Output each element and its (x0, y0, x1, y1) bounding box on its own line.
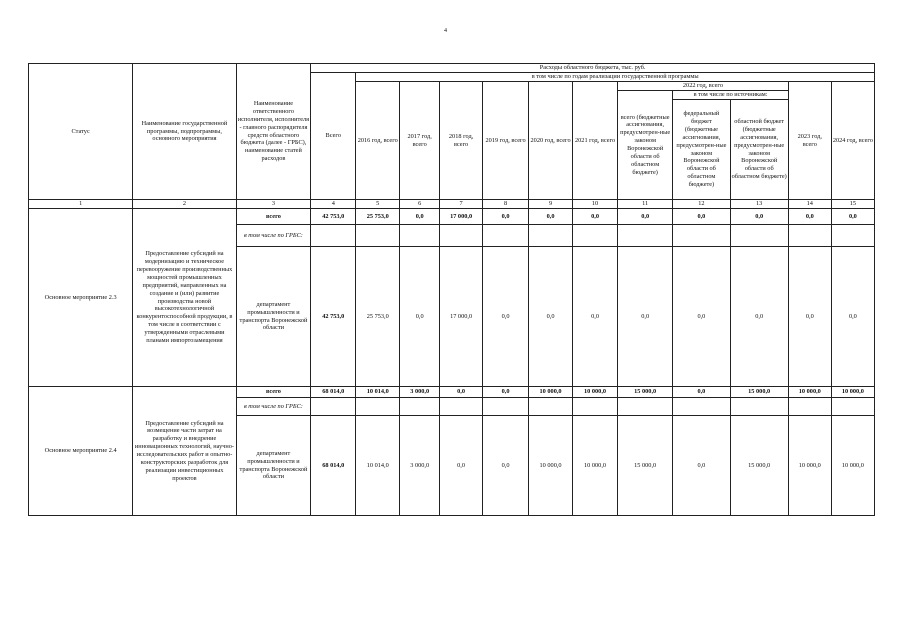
cell-value: 3 000,0 (400, 387, 440, 398)
cell-value: 25 753,0 (356, 209, 400, 225)
header-2022: 2022 год, всего (618, 82, 789, 91)
cell-value: 10 000,0 (831, 416, 874, 516)
row-status: Основное мероприятие 2.4 (29, 387, 133, 516)
col-num: 15 (831, 200, 874, 209)
header-incl-sources: в том числе по источникам: (673, 91, 789, 100)
header-2020: 2020 год, всего (529, 82, 573, 200)
col-num: 12 (673, 200, 730, 209)
cell-value: 10 000,0 (831, 387, 874, 398)
cell-value: 25 753,0 (356, 247, 400, 387)
cell-value: 0,0 (673, 387, 730, 398)
cell-value: 0,0 (440, 387, 483, 398)
header-total: Всего (311, 73, 356, 200)
budget-table (28, 63, 875, 516)
row-total-label: всего (236, 209, 311, 225)
cell-value: 0,0 (483, 387, 529, 398)
cell-value: 0,0 (529, 247, 573, 387)
header-2023: 2023 год, всего (788, 82, 831, 200)
table-row (29, 387, 875, 398)
cell-value: 0,0 (730, 209, 788, 225)
cell-value: 10 000,0 (788, 387, 831, 398)
cell-value: 0,0 (573, 209, 618, 225)
row-dept: департамент промышленности и транспорта Воронежской области (236, 416, 311, 516)
col-num: 4 (311, 200, 356, 209)
col-num: 11 (618, 200, 673, 209)
cell-value: 0,0 (788, 209, 831, 225)
cell-value: 0,0 (483, 209, 529, 225)
header-program-name: Наименование государственной программы, подпрограммы, основного мероприятия (133, 64, 236, 200)
cell-value: 3 000,0 (400, 416, 440, 516)
header-federal: федеральный бюджет (бюджетные ассигнования, предусмотрен-ные законом Воронежской области об областном бюджете) (673, 100, 730, 200)
col-num: 8 (483, 200, 529, 209)
cell-value: 68 014,0 (311, 387, 356, 398)
cell-value: 17 000,0 (440, 247, 483, 387)
cell-value: 10 014,0 (356, 416, 400, 516)
cell-value: 10 014,0 (356, 387, 400, 398)
cell-value: 0,0 (618, 209, 673, 225)
header-2021: 2021 год, всего (573, 82, 618, 200)
header-2018: 2018 год, всего (440, 82, 483, 200)
col-num: 7 (440, 200, 483, 209)
cell-value: 0,0 (440, 416, 483, 516)
cell-value: 0,0 (529, 209, 573, 225)
col-num: 3 (236, 200, 311, 209)
header-2016: 2016 год, всего (356, 82, 400, 200)
cell-value: 15 000,0 (618, 387, 673, 398)
header-regional: областной бюджет (бюджетные ассигнования, предусмотрен-ные законом Воронежской области об областном бюджете) (730, 100, 788, 200)
header-2022-all: всего (бюджетные ассигнования, предусмотрен-ные законом Воронежской области об областном бюджете) (618, 91, 673, 200)
header-executor: Наименование ответственного исполнителя, исполнителя - главного распорядителя средств областного бюджета (далее - ГРБС), наименование статей расходов (236, 64, 311, 200)
col-num: 13 (730, 200, 788, 209)
table-row (29, 209, 875, 225)
cell-value: 0,0 (483, 416, 529, 516)
col-num: 1 (29, 200, 133, 209)
cell-value: 10 000,0 (573, 387, 618, 398)
cell-value: 10 000,0 (573, 416, 618, 516)
col-num: 6 (400, 200, 440, 209)
cell-value: 68 014,0 (311, 416, 356, 516)
cell-value: 15 000,0 (618, 416, 673, 516)
cell-value: 10 000,0 (788, 416, 831, 516)
row-name: Предоставление субсидий на модернизацию и техническое перевооружение производственных мощностей промышленных предприятий, направленных на создание и (или) развитие производства новой высокотехнологичной конкурентоспособной продукции, в том числе в соответствии с утвержденными отраслевыми планами импортозамещения (133, 209, 236, 387)
cell-value: 0,0 (673, 209, 730, 225)
column-number-row (29, 200, 875, 209)
cell-value: 15 000,0 (730, 416, 788, 516)
cell-value: 0,0 (730, 247, 788, 387)
header-expenses: Расходы областного бюджета, тыс. руб. (311, 64, 875, 73)
row-incl-label: в том числе по ГРБС: (236, 225, 311, 247)
cell-value: 0,0 (673, 247, 730, 387)
cell-value: 0,0 (618, 247, 673, 387)
cell-value: 0,0 (673, 416, 730, 516)
row-dept: департамент промышленности и транспорта Воронежской области (236, 247, 311, 387)
cell-value: 42 753,0 (311, 209, 356, 225)
cell-value: 0,0 (788, 247, 831, 387)
cell-value: 0,0 (831, 247, 874, 387)
cell-value: 17 000,0 (440, 209, 483, 225)
header-status: Статус (29, 64, 133, 200)
row-total-label: всего (236, 387, 311, 398)
cell-value: 0,0 (573, 247, 618, 387)
row-status: Основное мероприятие 2.3 (29, 209, 133, 387)
col-num: 10 (573, 200, 618, 209)
header-2017: 2017 год, всего (400, 82, 440, 200)
header-2024: 2024 год, всего (831, 82, 874, 200)
cell-value: 0,0 (831, 209, 874, 225)
cell-value: 10 000,0 (529, 387, 573, 398)
cell-value: 42 753,0 (311, 247, 356, 387)
cell-value: 0,0 (400, 247, 440, 387)
col-num: 9 (529, 200, 573, 209)
cell-value: 0,0 (483, 247, 529, 387)
col-num: 2 (133, 200, 236, 209)
header-2019: 2019 год, всего (483, 82, 529, 200)
col-num: 14 (788, 200, 831, 209)
row-name: Предоставление субсидий на возмещение части затрат на разработку и внедрение инновационных технологий, научно-исследовательских работ и опытно-конструкторских разработок для реализации инвестиционных проектов (133, 387, 236, 516)
cell-value: 15 000,0 (730, 387, 788, 398)
col-num: 5 (356, 200, 400, 209)
row-incl-label: в том числе по ГРБС: (236, 398, 311, 416)
page-number: 4 (444, 28, 447, 34)
cell-value: 0,0 (400, 209, 440, 225)
header-incl-years: в том числе по годам реализации государственной программы (356, 73, 875, 82)
cell-value: 10 000,0 (529, 416, 573, 516)
